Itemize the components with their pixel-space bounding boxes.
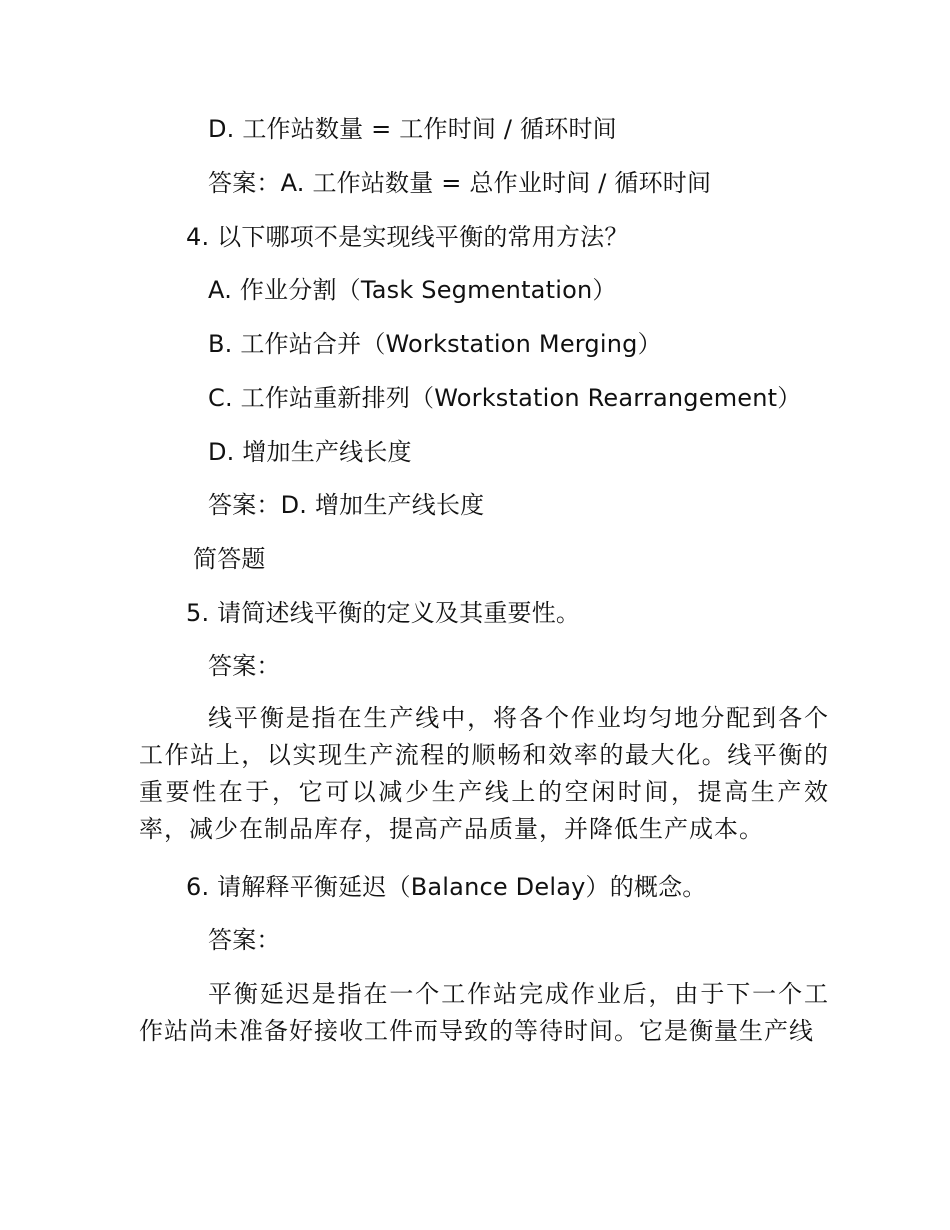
q6-answer-label: 答案： bbox=[208, 926, 281, 954]
q4-option-d: D. 增加生产线长度 bbox=[208, 438, 412, 466]
q4-option-a: A. 作业分割（Task Segmentation） bbox=[208, 276, 617, 304]
q4-option-b: B. 工作站合并（Workstation Merging） bbox=[208, 330, 662, 358]
q4-question: 4. 以下哪项不是实现线平衡的常用方法？ bbox=[186, 223, 629, 251]
q5-question: 5. 请简述线平衡的定义及其重要性。 bbox=[186, 599, 581, 627]
q3-answer: 答案：A. 工作站数量 = 总作业时间 / 循环时间 bbox=[208, 169, 712, 197]
q6-answer-text: 平衡延迟是指在一个工作站完成作业后，由于下一个工作站尚未准备好接收工件而导致的等待时间。它是衡量生产线 bbox=[139, 980, 829, 1045]
q4-option-c: C. 工作站重新排列（Workstation Rearrangement） bbox=[208, 384, 802, 412]
q3-option-d: D. 工作站数量 = 工作时间 / 循环时间 bbox=[208, 115, 617, 143]
q5-answer-label: 答案： bbox=[208, 652, 281, 680]
section-title: 简答题 bbox=[193, 545, 266, 573]
q5-answer-text: 线平衡是指在生产线中，将各个作业均匀地分配到各个工作站上，以实现生产流程的顺畅和效率的最大化。线平衡的重要性在于，它可以减少生产线上的空闲时间，提高生产效率，减少在制品库存，提高产品质量，并降低生产成本。 bbox=[139, 704, 829, 843]
q4-answer: 答案：D. 增加生产线长度 bbox=[208, 491, 485, 519]
q6-question: 6. 请解释平衡延迟（Balance Delay）的概念。 bbox=[186, 873, 707, 901]
